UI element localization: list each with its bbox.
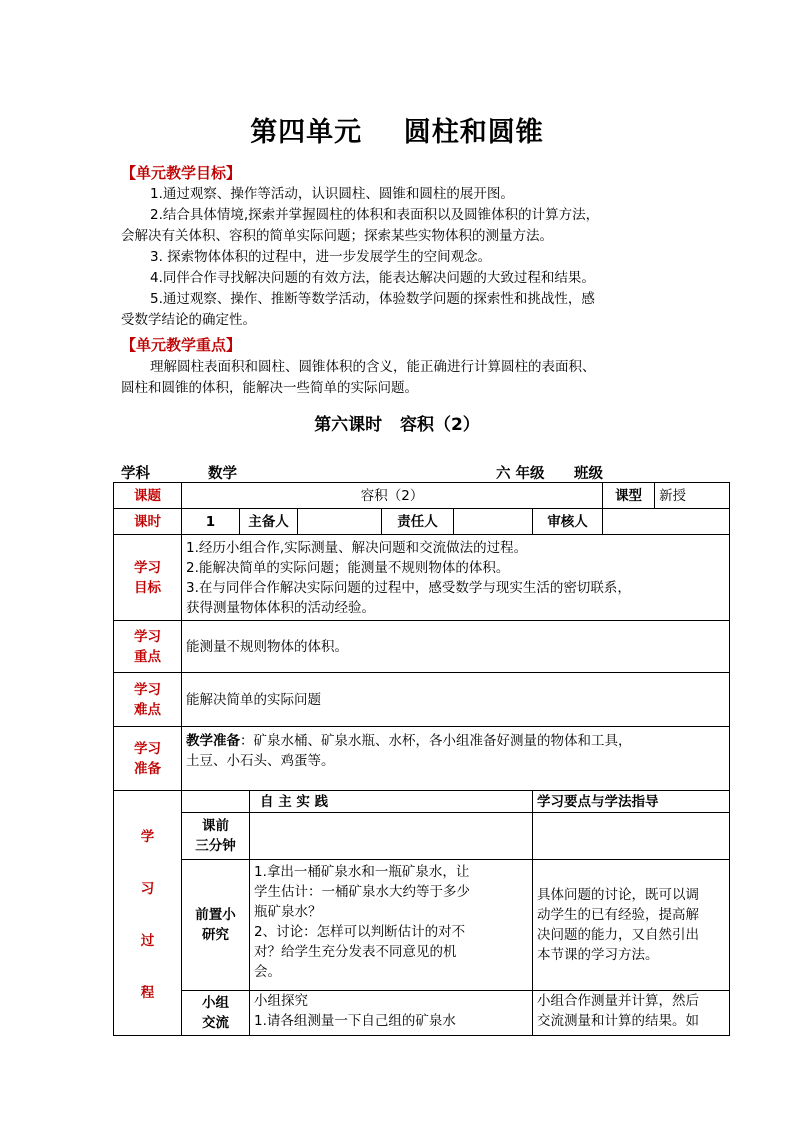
responsible-label: 责任人	[382, 509, 454, 535]
prep-label: 学习 准备	[114, 727, 182, 791]
topic-label: 课题	[114, 483, 182, 509]
precourse-guide	[533, 813, 730, 860]
prep-line: ：矿泉水桶、矿泉水瓶、水杯，各小组准备好测量的物体和工具，	[240, 733, 632, 749]
goal-line: 3.在与同伴合作解决实际问题的过程中，感受数学与现实生活的密切联系，	[186, 579, 631, 596]
preparer-label: 主备人	[240, 509, 298, 535]
preresearch-practice: 1.拿出一桶矿泉水和一瓶矿泉水，让 学生估计：一桶矿泉水大约等于多少 瓶矿泉水？ 2、讨论：怎样可以判断估计的对不 对？给学生充分发表不同意见的机 会。	[250, 859, 533, 991]
col-guide-header: 学习要点与学法指导	[533, 791, 730, 813]
hours-value: 1	[182, 509, 240, 535]
type-value: 新授	[655, 483, 730, 509]
key-content: 能测量不规则物体的体积。	[182, 621, 730, 673]
lesson-plan-table	[113, 482, 730, 1036]
row-label-preresearch: 前置小 研究	[182, 859, 250, 991]
unit-goal-line: 2.结合具体情境,探索并掌握圆柱的体积和表面积以及圆锥体积的计算方法，	[150, 207, 600, 223]
subject-label: 学科	[121, 466, 150, 482]
unit-key-heading: 【单元教学重点】	[121, 336, 242, 354]
goals-label: 学习 目标	[114, 535, 182, 621]
reviewer-label: 审核人	[533, 509, 603, 535]
prep-line: 土豆、小石头、鸡蛋等。	[186, 753, 335, 769]
difficulty-label: 学习 难点	[114, 673, 182, 727]
preparer-value	[298, 509, 382, 535]
title-unit: 第四单元	[250, 117, 363, 148]
prep-content	[182, 727, 730, 791]
goals-content	[182, 535, 730, 621]
page-title	[0, 110, 794, 149]
group-guide: 小组合作测量并计算，然后 交流测量和计算的结果。如	[533, 991, 730, 1036]
difficulty-content: 能解决简单的实际问题	[182, 673, 730, 727]
unit-goals-heading: 【单元教学目标】	[121, 164, 242, 182]
grade-value: 六 年级	[496, 466, 545, 482]
title-topic: 圆柱和圆锥	[403, 117, 544, 148]
lesson-title	[0, 410, 794, 435]
prep-bold-label: 教学准备	[186, 733, 240, 749]
goal-line: 1.经历小组合作,实际测量、解决问题和交流做法的过程。	[186, 539, 528, 556]
responsible-value	[454, 509, 533, 535]
goal-line: 2.能解决简单的实际问题；能测量不规则物体的体积。	[186, 559, 510, 576]
lesson-number: 第六课时	[314, 415, 383, 435]
topic-value: 容积（2）	[182, 483, 603, 509]
unit-goal-line: 受数学结论的确定性。	[121, 312, 256, 328]
group-practice: 小组探究 1.请各组测量一下自己组的矿泉水	[250, 991, 533, 1036]
precourse-practice	[250, 813, 533, 860]
row-label-precourse: 课前 三分钟	[182, 813, 250, 860]
unit-goal-line: 会解决有关体积、容积的简单实际问题；探索某些实物体积的测量方法。	[121, 228, 553, 244]
reviewer-value	[603, 509, 730, 535]
preresearch-guide: 具体问题的讨论，既可以调 动学生的已有经验，提高解 决问题的能力，又自然引出 本节课的学习方法。	[533, 859, 730, 991]
hours-label: 课时	[114, 509, 182, 535]
key-label: 学习 重点	[114, 621, 182, 673]
unit-key-line: 圆柱和圆锥的体积，能解决一些简单的实际问题。	[121, 380, 418, 396]
row-label-group: 小组 交流	[182, 991, 250, 1036]
unit-goal-line: 1.通过观察、操作等活动，认识圆柱、圆锥和圆柱的展开图。	[150, 186, 514, 202]
col-practice-header: 自 主 实 践	[250, 791, 533, 813]
subject-value: 数学	[208, 466, 237, 482]
goal-line: 获得测量物体体积的活动经验。	[186, 599, 375, 616]
class-label: 班级	[574, 466, 603, 482]
unit-goal-line: 5.通过观察、操作、推断等数学活动，体验数学问题的探索性和挑战性，感	[150, 291, 595, 307]
unit-key-line: 理解圆柱表面积和圆柱、圆锥体积的含义，能正确进行计算圆柱的表面积、	[150, 359, 596, 375]
unit-goal-line: 4.同伴合作寻找解决问题的有效方法，能表达解决问题的大致过程和结果。	[150, 270, 595, 286]
type-label: 课型	[603, 483, 655, 509]
unit-goal-line: 3. 探索物体体积的过程中，进一步发展学生的空间观念。	[150, 249, 492, 265]
process-label: 学 习 过 程	[114, 791, 182, 1036]
lesson-topic: 容积（2）	[399, 415, 480, 435]
